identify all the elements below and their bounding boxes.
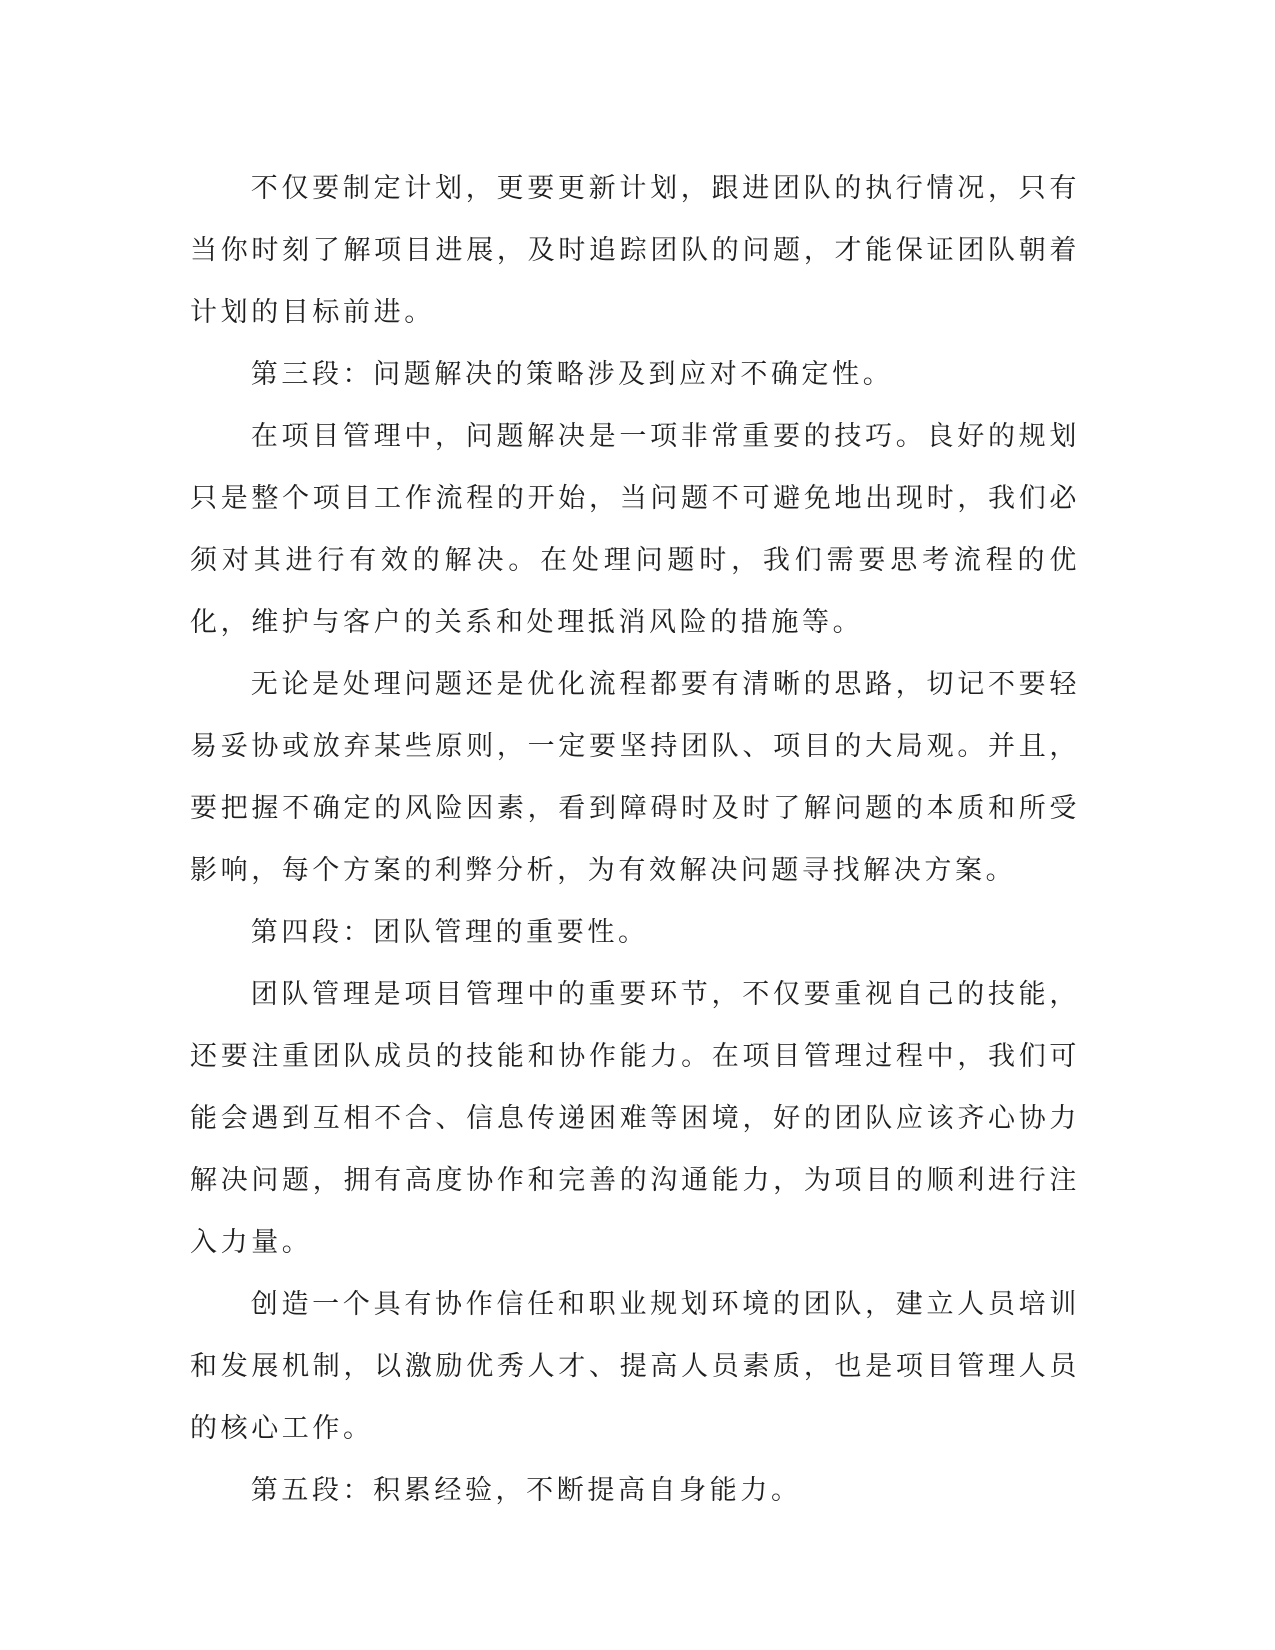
- document-body: [190, 158, 1080, 1522]
- paragraph-plan-tracking: 不仅要制定计划，更要更新计划，跟进团队的执行情况，只有当你时刻了解项目进展，及时追踪团队的问题，才能保证团队朝着计划的目标前进。: [190, 173, 1080, 328]
- section-heading-5: 第五段：积累经验，不断提高自身能力。: [250, 1475, 802, 1506]
- paragraph-team-building: 创造一个具有协作信任和职业规划环境的团队，建立人员培训和发展机制，以激励优秀人才、提高人员素质，也是项目管理人员的核心工作。: [190, 1289, 1080, 1444]
- paragraph-clear-thinking: 无论是处理问题还是优化流程都要有清晰的思路，切记不要轻易妥协或放弃某些原则，一定要坚持团队、项目的大局观。并且，要把握不确定的风险因素，看到障碍时及时了解问题的本质和所受影响，每个方案的利弊分析，为有效解决问题寻找解决方案。: [190, 669, 1080, 886]
- section-heading-4: 第四段：团队管理的重要性。: [250, 917, 649, 948]
- paragraph-problem-solving: 在项目管理中，问题解决是一项非常重要的技巧。良好的规划只是整个项目工作流程的开始，当问题不可避免地出现时，我们必须对其进行有效的解决。在处理问题时，我们需要思考流程的优化，维护与客户的关系和处理抵消风险的措施等。: [190, 421, 1080, 638]
- section-heading-3: 第三段：问题解决的策略涉及到应对不确定性。: [250, 359, 894, 390]
- paragraph-team-management: 团队管理是项目管理中的重要环节，不仅要重视自己的技能，还要注重团队成员的技能和协作能力。在项目管理过程中，我们可能会遇到互相不合、信息传递困难等困境，好的团队应该齐心协力解决问题，拥有高度协作和完善的沟通能力，为项目的顺利进行注入力量。: [190, 979, 1080, 1258]
